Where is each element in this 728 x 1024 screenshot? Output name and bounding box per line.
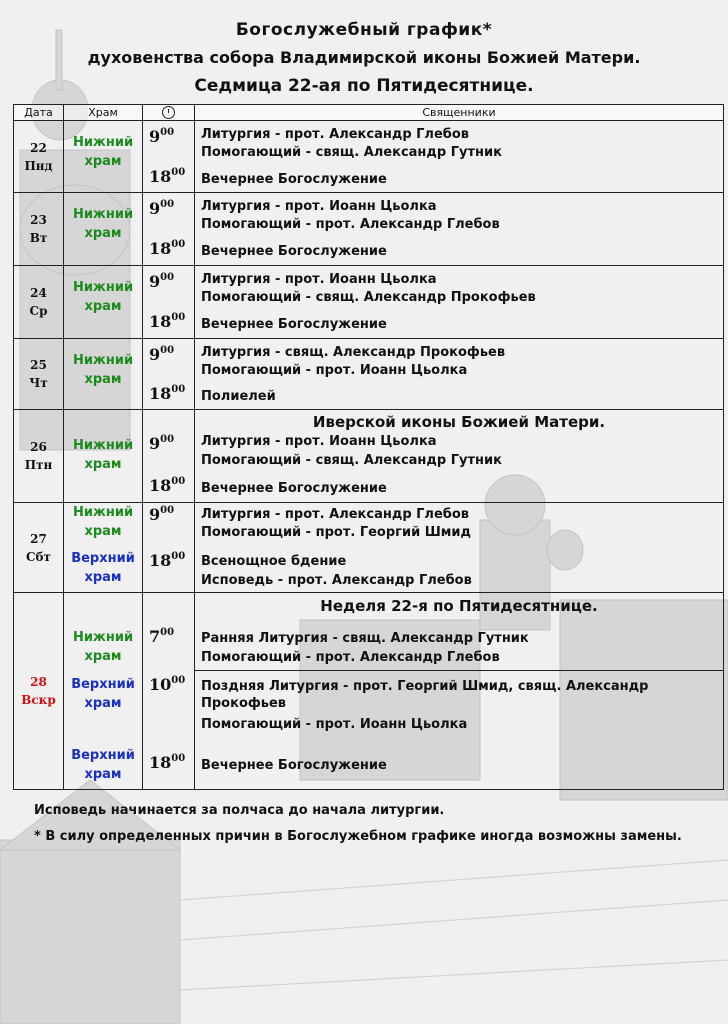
- cathedral-subtitle: духовенства собора Владимирской иконы Божией Матери.: [87, 48, 641, 67]
- day-row: [14, 410, 724, 503]
- substitution-note: * В силу определенных причин в Богослужебном графике иногда возможны замены.: [34, 829, 682, 844]
- feast-title: Иверской иконы Божией Матери.: [312, 413, 606, 431]
- service-line: Вечернее Богослужение: [201, 481, 387, 496]
- day-date: 23 Вт: [14, 193, 64, 266]
- service-time: $9^{00}$: [149, 433, 175, 453]
- service-time: $9^{00}$: [149, 126, 175, 146]
- church-label: Нижний храм: [72, 135, 134, 169]
- service-time: $18^{00}$: [149, 238, 186, 258]
- church-label: Нижний храм: [72, 505, 134, 539]
- service-time: $9^{00}$: [149, 504, 175, 524]
- church-label: Нижний храм: [72, 438, 134, 472]
- service-line: Литургия - прот. Иоанн Цьолка: [201, 199, 437, 214]
- day-row: [14, 193, 724, 266]
- service-line: Вечернее Богослужение: [201, 317, 387, 332]
- service-line: Литургия - прот. Иоанн Цьолка: [201, 434, 437, 449]
- service-time: $18^{00}$: [149, 383, 186, 403]
- day-row: [14, 266, 724, 339]
- service-time: $10^{00}$: [149, 674, 186, 694]
- church-label: Нижний храм: [72, 630, 134, 664]
- service-time: $9^{00}$: [149, 271, 175, 291]
- service-time: $18^{00}$: [149, 752, 186, 772]
- day-date: 22 Пнд: [14, 121, 64, 193]
- table-header-row: [14, 105, 724, 121]
- col-date-header: Дата: [14, 105, 64, 121]
- day-date: 27 Сбт: [14, 503, 64, 593]
- service-line: Ранняя Литургия - свящ. Александр Гутник: [201, 631, 529, 646]
- feast-title: Неделя 22-я по Пятидесятнице.: [320, 597, 598, 615]
- church-label: Верхний храм: [71, 677, 135, 711]
- service-line: Литургия - прот. Александр Глебов: [201, 127, 470, 142]
- col-clergy-header: Священники: [195, 105, 724, 121]
- service-line: Поздняя Литургия - прот. Георгий Шмид, свящ. Александр Прокофьев: [201, 679, 649, 711]
- service-line: Помогающий - прот. Иоанн Цьолка: [201, 363, 468, 378]
- church-label: Верхний храм: [71, 748, 135, 782]
- service-line: Литургия - прот. Иоанн Цьолка: [201, 272, 437, 287]
- service-time: $18^{00}$: [149, 311, 186, 331]
- service-line: Полиелей: [201, 389, 276, 404]
- service-line: Литургия - прот. Александр Глебов: [201, 507, 470, 522]
- service-line: Вечернее Богослужение: [201, 172, 387, 187]
- col-church-header: Храм: [64, 105, 143, 121]
- day-date: 28 Вскр: [14, 593, 64, 790]
- church-label: Верхний храм: [71, 551, 135, 585]
- service-time: $18^{00}$: [149, 550, 186, 570]
- schedule-title: Богослужебный график*: [235, 20, 493, 40]
- service-time: $18^{00}$: [149, 475, 186, 495]
- day-date: 26 Птн: [14, 410, 64, 503]
- church-label: Нижний храм: [72, 207, 134, 241]
- col-time-header: [143, 105, 195, 121]
- service-line: Всенощное бдение: [201, 554, 347, 569]
- day-row-sunday: [14, 593, 724, 790]
- church-label: Нижний храм: [72, 280, 134, 314]
- confession-note: Исповедь начинается за полчаса до начала литургии.: [34, 803, 445, 818]
- service-line: Помогающий - прот. Георгий Шмид: [201, 525, 471, 540]
- service-line: Помогающий - прот. Александр Глебов: [201, 217, 500, 232]
- service-line: Помогающий - свящ. Александр Прокофьев: [201, 290, 536, 305]
- service-line: Помогающий - свящ. Александр Гутник: [201, 145, 502, 160]
- service-line: Помогающий - свящ. Александр Гутник: [201, 453, 502, 468]
- service-line: Помогающий - прот. Иоанн Цьолка: [201, 717, 468, 732]
- service-time: $18^{00}$: [149, 166, 186, 186]
- church-label: Нижний храм: [72, 353, 134, 387]
- clock-icon: [162, 106, 175, 119]
- day-row: [14, 503, 724, 593]
- service-time: $9^{00}$: [149, 344, 175, 364]
- day-row: [14, 121, 724, 193]
- day-date: 25 Чт: [14, 339, 64, 410]
- week-title: Седмица 22-ая по Пятидесятнице.: [194, 76, 534, 96]
- service-time: $9^{00}$: [149, 198, 175, 218]
- service-time: $7^{00}$: [149, 626, 175, 646]
- day-row: [14, 339, 724, 410]
- day-date: 24 Ср: [14, 266, 64, 339]
- service-line: Исповедь - прот. Александр Глебов: [201, 573, 472, 588]
- service-line: Помогающий - прот. Александр Глебов: [201, 650, 500, 665]
- service-line: Вечернее Богослужение: [201, 244, 387, 259]
- schedule-table: [13, 104, 724, 790]
- service-line: Литургия - свящ. Александр Прокофьев: [201, 345, 506, 360]
- service-line: Вечернее Богослужение: [201, 758, 387, 773]
- divider: [195, 670, 723, 671]
